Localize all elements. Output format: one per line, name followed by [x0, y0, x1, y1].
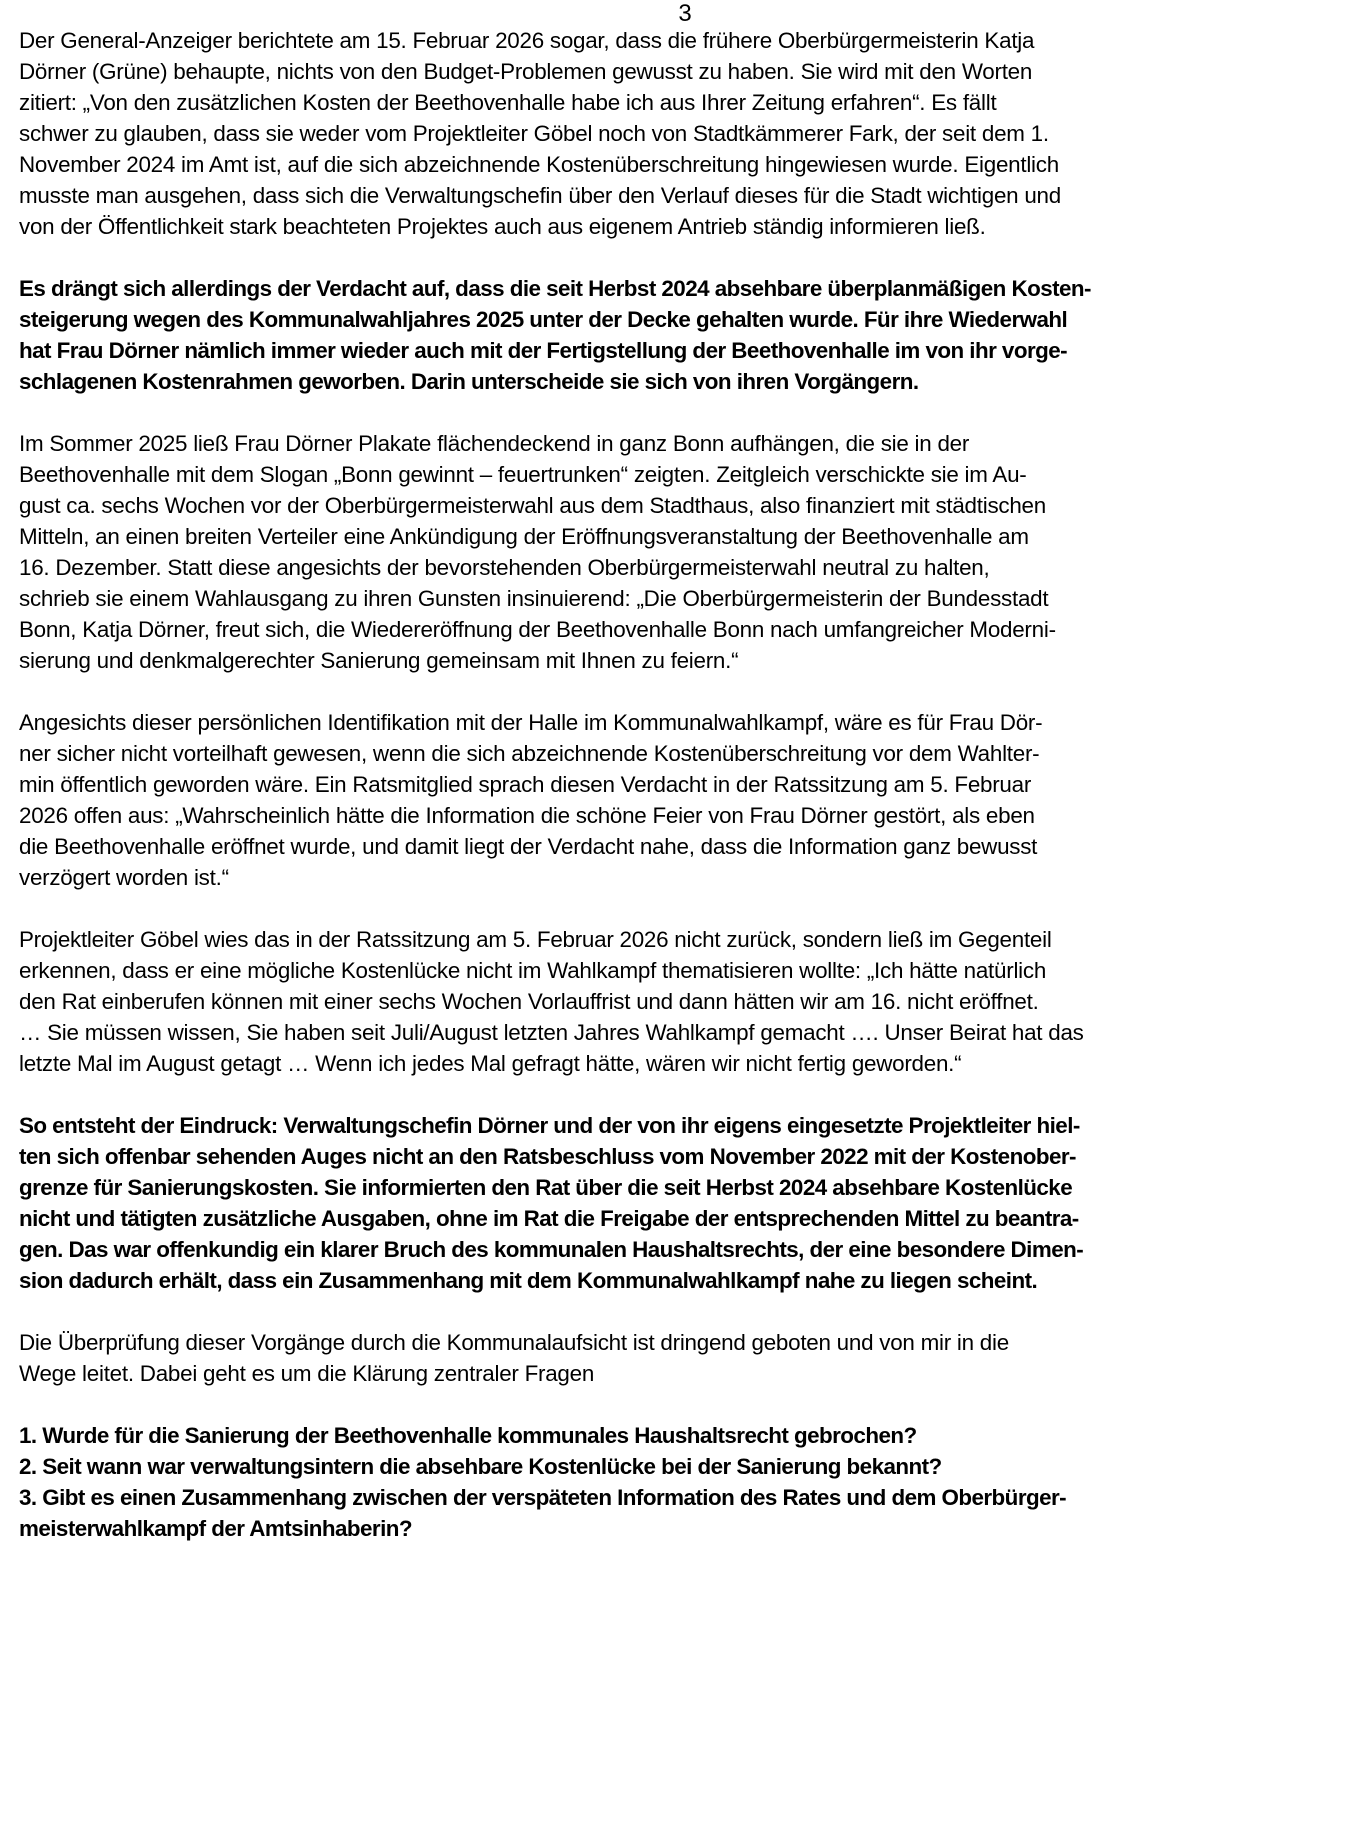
- text-line: nicht und tätigten zusätzliche Ausgaben, ohne im Rat die Freigabe der entsprechenden Mittel zu beantra-: [19, 1206, 1079, 1231]
- text-line: 2026 offen aus: „Wahrscheinlich hätte die Information die schöne Feier von Frau Dörner gestört, als eben: [19, 803, 1035, 828]
- text-line: 16. Dezember. Statt diese angesichts der bevorstehenden Oberbürgermeisterwahl neutral zu halten,: [19, 555, 990, 580]
- text-line: schrieb sie einem Wahlausgang zu ihren Gunsten insinuierend: „Die Oberbürgermeisterin der Bundesstadt: [19, 586, 1049, 611]
- text-line: Der General-Anzeiger berichtete am 15. Februar 2026 sogar, dass die frühere Oberbürgermeisterin Katja: [19, 28, 1035, 53]
- text-line: ten sich offenbar sehenden Auges nicht an den Ratsbeschluss vom November 2022 mit der Kostenober-: [19, 1144, 1076, 1169]
- paragraph-general-anzeiger-report: [19, 25, 1359, 242]
- text-line: Beethovenhalle mit dem Slogan „Bonn gewinnt – feuertrunken“ zeigten. Zeitgleich verschickte sie im Au-: [19, 462, 1027, 487]
- paragraph-project-leader-statement: [19, 924, 1359, 1079]
- text-line: 2. Seit wann war verwaltungsintern die absehbare Kostenlücke bei der Sanierung bekannt?: [19, 1454, 942, 1479]
- text-line: Die Überprüfung dieser Vorgänge durch die Kommunalaufsicht ist dringend geboten und von mir in die: [19, 1330, 1009, 1355]
- text-line: 3. Gibt es einen Zusammenhang zwischen der verspäteten Information des Rates und dem Oberbürger-: [19, 1485, 1067, 1510]
- text-line: sion dadurch erhält, dass ein Zusammenhang mit dem Kommunalwahlkampf nahe zu liegen scheint.: [19, 1268, 1038, 1293]
- question-item-1: [19, 1420, 1359, 1451]
- question-item-3: [19, 1482, 1359, 1544]
- paragraph-summer-2025-campaign: [19, 428, 1359, 676]
- text-line: Wege leitet. Dabei geht es um die Klärung zentraler Fragen: [19, 1361, 595, 1386]
- text-line: schlagenen Kostenrahmen geworben. Darin unterscheide sie sich von ihren Vorgängern.: [19, 369, 919, 394]
- paragraph-suspicion-bold: [19, 273, 1359, 397]
- text-line: von der Öffentlichkeit stark beachteten Projektes auch aus eigenem Antrieb ständig informieren ließ.: [19, 214, 986, 239]
- text-line: steigerung wegen des Kommunalwahljahres 2025 unter der Decke gehalten wurde. Für ihre Wiederwahl: [19, 307, 1068, 332]
- text-line: letzte Mal im August getagt … Wenn ich jedes Mal gefragt hätte, wären wir nicht fertig geworden.“: [19, 1051, 962, 1076]
- text-line: musste man ausgehen, dass sich die Verwaltungschefin über den Verlauf dieses für die Stadt wichtigen und: [19, 183, 1061, 208]
- text-line: So entsteht der Eindruck: Verwaltungschefin Dörner und der von ihr eigens eingesetzte Projektleiter hiel-: [19, 1113, 1080, 1138]
- text-line: den Rat einberufen können mit einer sechs Wochen Vorlauffrist und dann hätten wir am 16. nicht eröffnet.: [19, 989, 1039, 1014]
- text-line: die Beethovenhalle eröffnet wurde, und damit liegt der Verdacht nahe, dass die Information ganz bewusst: [19, 834, 1038, 859]
- document-body: [19, 25, 1359, 1544]
- text-line: zitiert: „Von den zusätzlichen Kosten der Beethovenhalle habe ich aus Ihrer Zeitung erfahren“. Es fällt: [19, 90, 997, 115]
- paragraph-identification: [19, 707, 1359, 893]
- text-line: ner sicher nicht vorteilhaft gewesen, wenn die sich abzeichnende Kostenüberschreitung vor dem Wahlter-: [19, 741, 1040, 766]
- paragraph-impression-bold: [19, 1110, 1359, 1296]
- text-line: gust ca. sechs Wochen vor der Oberbürgermeisterwahl aus dem Stadthaus, also finanziert mit städtischen: [19, 493, 1046, 518]
- text-line: schwer zu glauben, dass sie weder vom Projektleiter Göbel noch von Stadtkämmerer Fark, der seit dem 1.: [19, 121, 1049, 146]
- text-line: Dörner (Grüne) behaupte, nichts von den Budget-Problemen gewusst zu haben. Sie wird mit den Worten: [19, 59, 1033, 84]
- text-line: November 2024 im Amt ist, auf die sich abzeichnende Kostenüberschreitung hingewiesen wurde. Eigentlich: [19, 152, 1059, 177]
- text-line: verzögert worden ist.“: [19, 865, 229, 890]
- text-line: Angesichts dieser persönlichen Identifikation mit der Halle im Kommunalwahlkampf, wäre es für Frau Dör-: [19, 710, 1043, 735]
- paragraph-review-request: [19, 1327, 1359, 1389]
- text-line: Projektleiter Göbel wies das in der Ratssitzung am 5. Februar 2026 nicht zurück, sondern ließ im Gegenteil: [19, 927, 1052, 952]
- text-line: Es drängt sich allerdings der Verdacht auf, dass die seit Herbst 2024 absehbare überplanmäßigen Kosten-: [19, 276, 1091, 301]
- text-line: Mitteln, an einen breiten Verteiler eine Ankündigung der Eröffnungsveranstaltung der Beethovenhalle am: [19, 524, 1029, 549]
- text-line: hat Frau Dörner nämlich immer wieder auch mit der Fertigstellung der Beethovenhalle im von ihr vorge-: [19, 338, 1068, 363]
- question-item-2: [19, 1451, 1359, 1482]
- text-line: min öffentlich geworden wäre. Ein Ratsmitglied sprach diesen Verdacht in der Ratssitzung am 5. Februar: [19, 772, 1032, 797]
- text-line: 1. Wurde für die Sanierung der Beethovenhalle kommunales Haushaltsrecht gebrochen?: [19, 1423, 917, 1448]
- text-line: erkennen, dass er eine mögliche Kostenlücke nicht im Wahlkampf thematisieren wollte: „Ich hätte natürlich: [19, 958, 1047, 983]
- text-line: grenze für Sanierungskosten. Sie informierten den Rat über die seit Herbst 2024 absehbare Kostenlücke: [19, 1175, 1073, 1200]
- text-line: sierung und denkmalgerechter Sanierung gemeinsam mit Ihnen zu feiern.“: [19, 648, 739, 673]
- text-line: Im Sommer 2025 ließ Frau Dörner Plakate flächendeckend in ganz Bonn aufhängen, die sie in der: [19, 431, 970, 456]
- text-line: meisterwahlkampf der Amtsinhaberin?: [19, 1516, 413, 1541]
- page-number: 3: [678, 0, 692, 27]
- questions-list: [19, 1420, 1359, 1544]
- text-line: gen. Das war offenkundig ein klarer Bruch des kommunalen Haushaltsrechts, der eine besondere Dimen-: [19, 1237, 1084, 1262]
- text-line: Bonn, Katja Dörner, freut sich, die Wiedereröffnung der Beethovenhalle Bonn nach umfangreicher Moderni-: [19, 617, 1056, 642]
- text-line: … Sie müssen wissen, Sie haben seit Juli/August letzten Jahres Wahlkampf gemacht …. Unser Beirat hat das: [19, 1020, 1084, 1045]
